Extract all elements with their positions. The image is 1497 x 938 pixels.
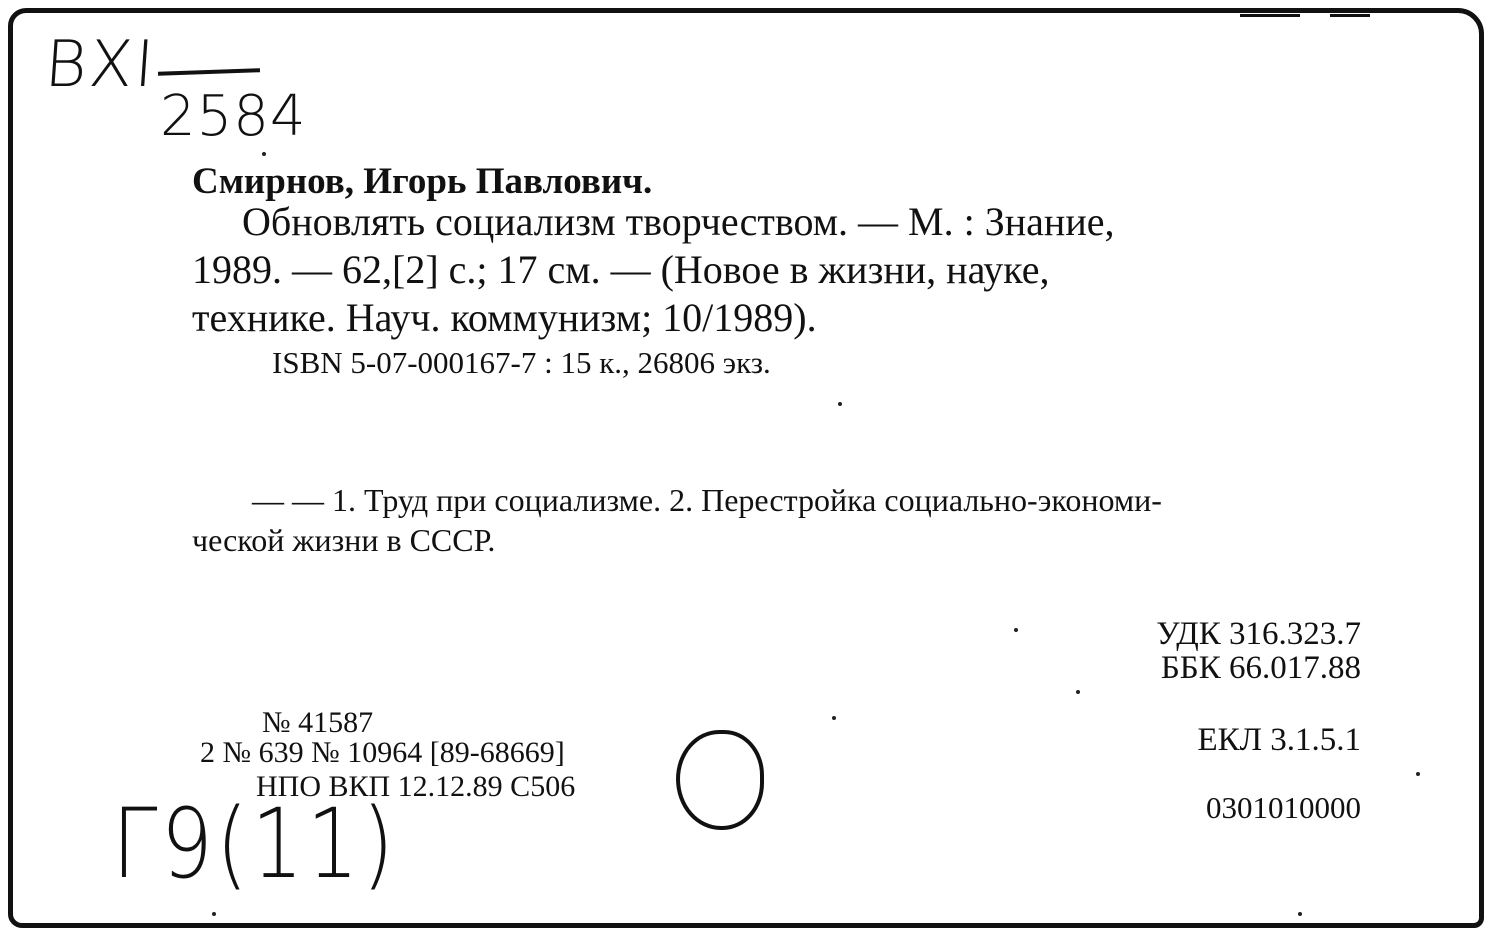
bbk-code: ББК 66.017.88 — [1160, 650, 1361, 686]
subject-headings — [192, 480, 1362, 560]
speck — [212, 912, 216, 916]
description-line: 1989. — 62,[2] с.; 17 см. — (Новое в жизни, науке, — [192, 247, 1050, 292]
speck — [1014, 628, 1018, 632]
speck — [838, 402, 842, 406]
speck — [832, 716, 836, 720]
handwritten-shelf-mark: Г9(11) — [112, 788, 398, 900]
subject-line: — — 1. Труд при социализме. 2. Перестройка социально-экономи- — [252, 482, 1162, 518]
ekl-code: ЕКЛ 3.1.5.1 — [1197, 722, 1361, 758]
printing-number: № 41587 — [262, 706, 374, 739]
udk-code: УДК 316.323.7 — [1156, 616, 1361, 652]
speck — [1298, 912, 1302, 916]
description-line: Обновлять социализм творчеством. — М. : Знание, — [242, 199, 1115, 244]
description-line: технике. Науч. коммунизм; 10/1989). — [192, 295, 817, 340]
speck — [1416, 772, 1420, 776]
isbn-price-line: ISBN 5-07-000167-7 : 15 к., 26806 экз. — [272, 345, 771, 380]
printing-order-line: 2 № 639 № 10964 [89-68669] — [200, 736, 565, 769]
card-number-code: 0301010000 — [1206, 790, 1361, 825]
subject-line: ческой жизни в СССР. — [192, 522, 496, 558]
printing-house-line: НПО ВКП 12.12.89 С506 — [256, 770, 576, 803]
author-heading: Смирнов, Игорь Павлович. — [192, 161, 653, 202]
handwritten-call-number-top: ВХI — [42, 28, 159, 102]
speck — [262, 152, 266, 156]
card-edge-mark — [1330, 14, 1370, 17]
card-edge-mark — [1240, 14, 1300, 17]
handwritten-call-number-bottom: 2584 — [160, 84, 307, 149]
speck — [1076, 690, 1080, 694]
circle-stamp-mark — [676, 730, 764, 830]
bibliographic-description — [192, 198, 1362, 342]
